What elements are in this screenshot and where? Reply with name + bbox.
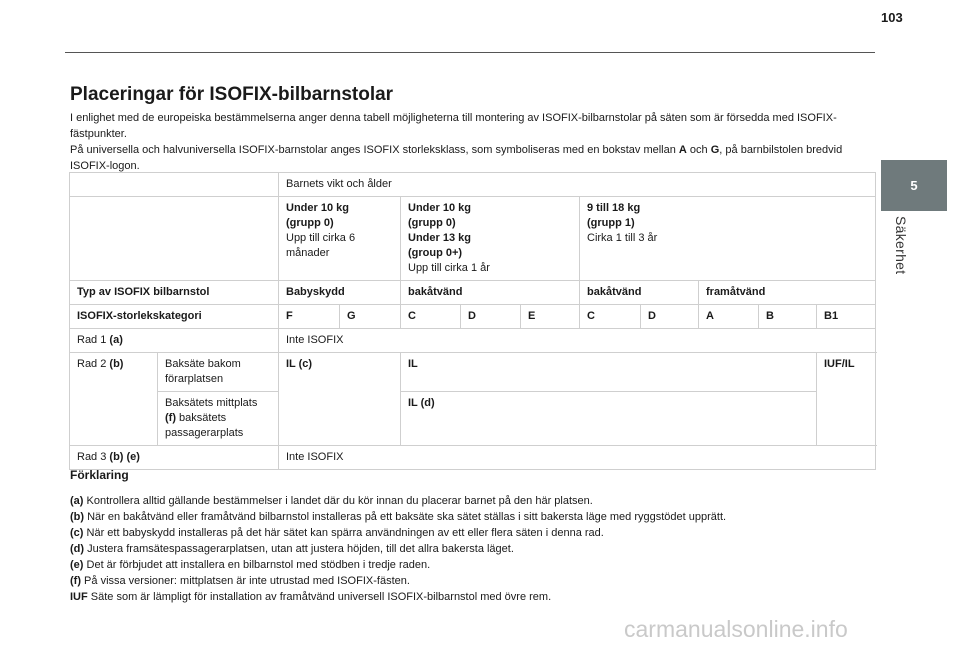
row-ref: (b) (e): [109, 451, 140, 463]
table-row: [70, 446, 876, 470]
legend-note: [70, 541, 870, 557]
watermark: carmanualsonline.info: [624, 616, 848, 642]
group-weight: Under 10 kg: [408, 202, 471, 214]
intro-text-part: och: [686, 144, 711, 156]
size-class: C: [401, 305, 461, 329]
weight-group-1: [279, 197, 401, 281]
type-babyskydd: Babyskydd: [279, 281, 401, 305]
row-label: Rad 1: [77, 334, 110, 346]
group-weight: Under 10 kg: [286, 202, 349, 214]
table-row: [70, 353, 876, 392]
type-framatvand: framåtvänd: [699, 281, 876, 305]
note-key: (f): [70, 575, 81, 587]
intro-text: [70, 110, 870, 174]
row3-value: Inte ISOFIX: [279, 446, 876, 470]
size-class: E: [521, 305, 580, 329]
legend-note: [70, 493, 870, 509]
table-row: [70, 392, 876, 446]
size-class: F: [279, 305, 340, 329]
group-weight: Under 13 kg: [408, 232, 471, 244]
row1-value: Inte ISOFIX: [279, 329, 876, 353]
note-key: (d): [70, 543, 85, 555]
note-text: Säte som är lämpligt för installation av framåtvänd universell ISOFIX-bilbarnstol med övre rem.: [87, 591, 552, 603]
table-cell: [70, 173, 279, 197]
weight-group-3: [580, 197, 876, 281]
type-bakatvand: bakåtvänd: [580, 281, 699, 305]
table-row: [70, 197, 876, 281]
size-class: G: [340, 305, 401, 329]
size-class: C: [580, 305, 641, 329]
page-number: 103: [881, 10, 903, 25]
legend-note: [70, 573, 870, 589]
chapter-number: 5: [910, 178, 918, 193]
note-text: Justera framsätespassagerarplatsen, utan att justera höjden, till det allra bakersta läget.: [84, 543, 514, 555]
size-class: A: [699, 305, 759, 329]
table-cell: [70, 197, 279, 281]
row3-label: [70, 446, 279, 470]
note-text: När en bakåtvänd eller framåtvänd bilbarnstol installeras på ett baksäte ska sätet ställas i sitt bakersta läge med ryggstödet upprätt.: [84, 511, 727, 523]
group-age: Upp till cirka 6 månader: [286, 232, 356, 259]
group-name: (grupp 0): [408, 217, 456, 229]
table-row: [70, 173, 876, 197]
intro-paragraph-1: I enlighet med de europeiska bestämmelserna anger denna tabell möjligheterna till montering av ISOFIX-bilbarnstolar på säten som är försedda med ISOFIX-fästpunkter.: [70, 112, 837, 140]
size-class: B: [759, 305, 817, 329]
row1-label: [70, 329, 279, 353]
table-row: [70, 329, 876, 353]
seat-ref: (f): [165, 412, 176, 424]
header-rule: [65, 52, 875, 53]
note-key: (a): [70, 495, 84, 507]
size-class: D: [641, 305, 699, 329]
note-key: (c): [70, 527, 84, 539]
size-letter-g: G: [710, 144, 720, 156]
note-key: (e): [70, 559, 84, 571]
seat-text: Baksätets mittplats: [165, 397, 258, 409]
legend-heading: Förklaring: [70, 468, 129, 482]
isofix-table: [69, 172, 876, 470]
note-text: När ett babyskydd installeras på det här sätet kan spärra användningen av ett eller flera säten i denna rad.: [83, 527, 604, 539]
row2-il: IL: [401, 353, 817, 392]
group-name: (grupp 0): [286, 217, 334, 229]
group-age: Cirka 1 till 3 år: [587, 232, 658, 244]
row-label: Rad 3: [77, 451, 110, 463]
row2-seat-middle: [158, 392, 279, 446]
row-ref: (a): [109, 334, 123, 346]
note-key: (b): [70, 511, 85, 523]
row-label: Rad 2: [77, 358, 110, 370]
intro-text-part: , på barnbilstolen bredvid ISOFIX-logon.: [70, 144, 843, 172]
intro-text-part: På universella och halvuniversella ISOFIX-barnstolar anges ISOFIX storleksklass, som symboliseras med en bokstav mellan: [70, 144, 679, 156]
row2-iuf-il: IUF/IL: [817, 353, 876, 446]
legend-note: [70, 589, 870, 605]
group-weight: 9 till 18 kg: [587, 202, 641, 214]
row2-label: [70, 353, 158, 446]
note-text: På vissa versioner: mittplatsen är inte utrustad med ISOFIX-fästen.: [81, 575, 410, 587]
row2-il-c: IL (c): [279, 353, 401, 446]
size-class: D: [461, 305, 521, 329]
row2-seat-behind-driver: Baksäte bakom förarplatsen: [158, 353, 279, 392]
group-name: (group 0+): [408, 247, 463, 259]
row-ref: (b): [109, 358, 124, 370]
group-age: Upp till cirka 1 år: [408, 262, 490, 274]
size-letter-a: A: [678, 144, 687, 156]
legend-note: [70, 557, 870, 573]
legend-note: [70, 525, 870, 541]
type-bakatvand: bakåtvänd: [401, 281, 580, 305]
weight-group-2: [401, 197, 580, 281]
intro-paragraph-2: [70, 142, 870, 174]
group-name: (grupp 1): [587, 217, 635, 229]
legend: [70, 468, 870, 605]
note-text: Kontrollera alltid gällande bestämmelser i landet där du kör innan du placerar barnet på den här platsen.: [83, 495, 593, 507]
chapter-tab[interactable]: [881, 160, 947, 211]
table-row: [70, 281, 876, 305]
type-row-label: Typ av ISOFIX bilbarnstol: [70, 281, 279, 305]
note-key: IUF: [70, 591, 88, 603]
chapter-label: Säkerhet: [893, 216, 909, 275]
legend-note: [70, 509, 870, 525]
weight-header: Barnets vikt och ålder: [279, 173, 876, 197]
seat-text: baksätets passagerarplats: [165, 412, 244, 439]
row2-il-d: IL (d): [401, 392, 817, 446]
note-text: Det är förbjudet att installera en bilbarnstol med stödben i tredje raden.: [83, 559, 431, 571]
page-title: Placeringar för ISOFIX-bilbarnstolar: [70, 84, 394, 105]
table-row: [70, 305, 876, 329]
size-class: B1: [817, 305, 876, 329]
size-row-label: ISOFIX-storlekskategori: [70, 305, 279, 329]
